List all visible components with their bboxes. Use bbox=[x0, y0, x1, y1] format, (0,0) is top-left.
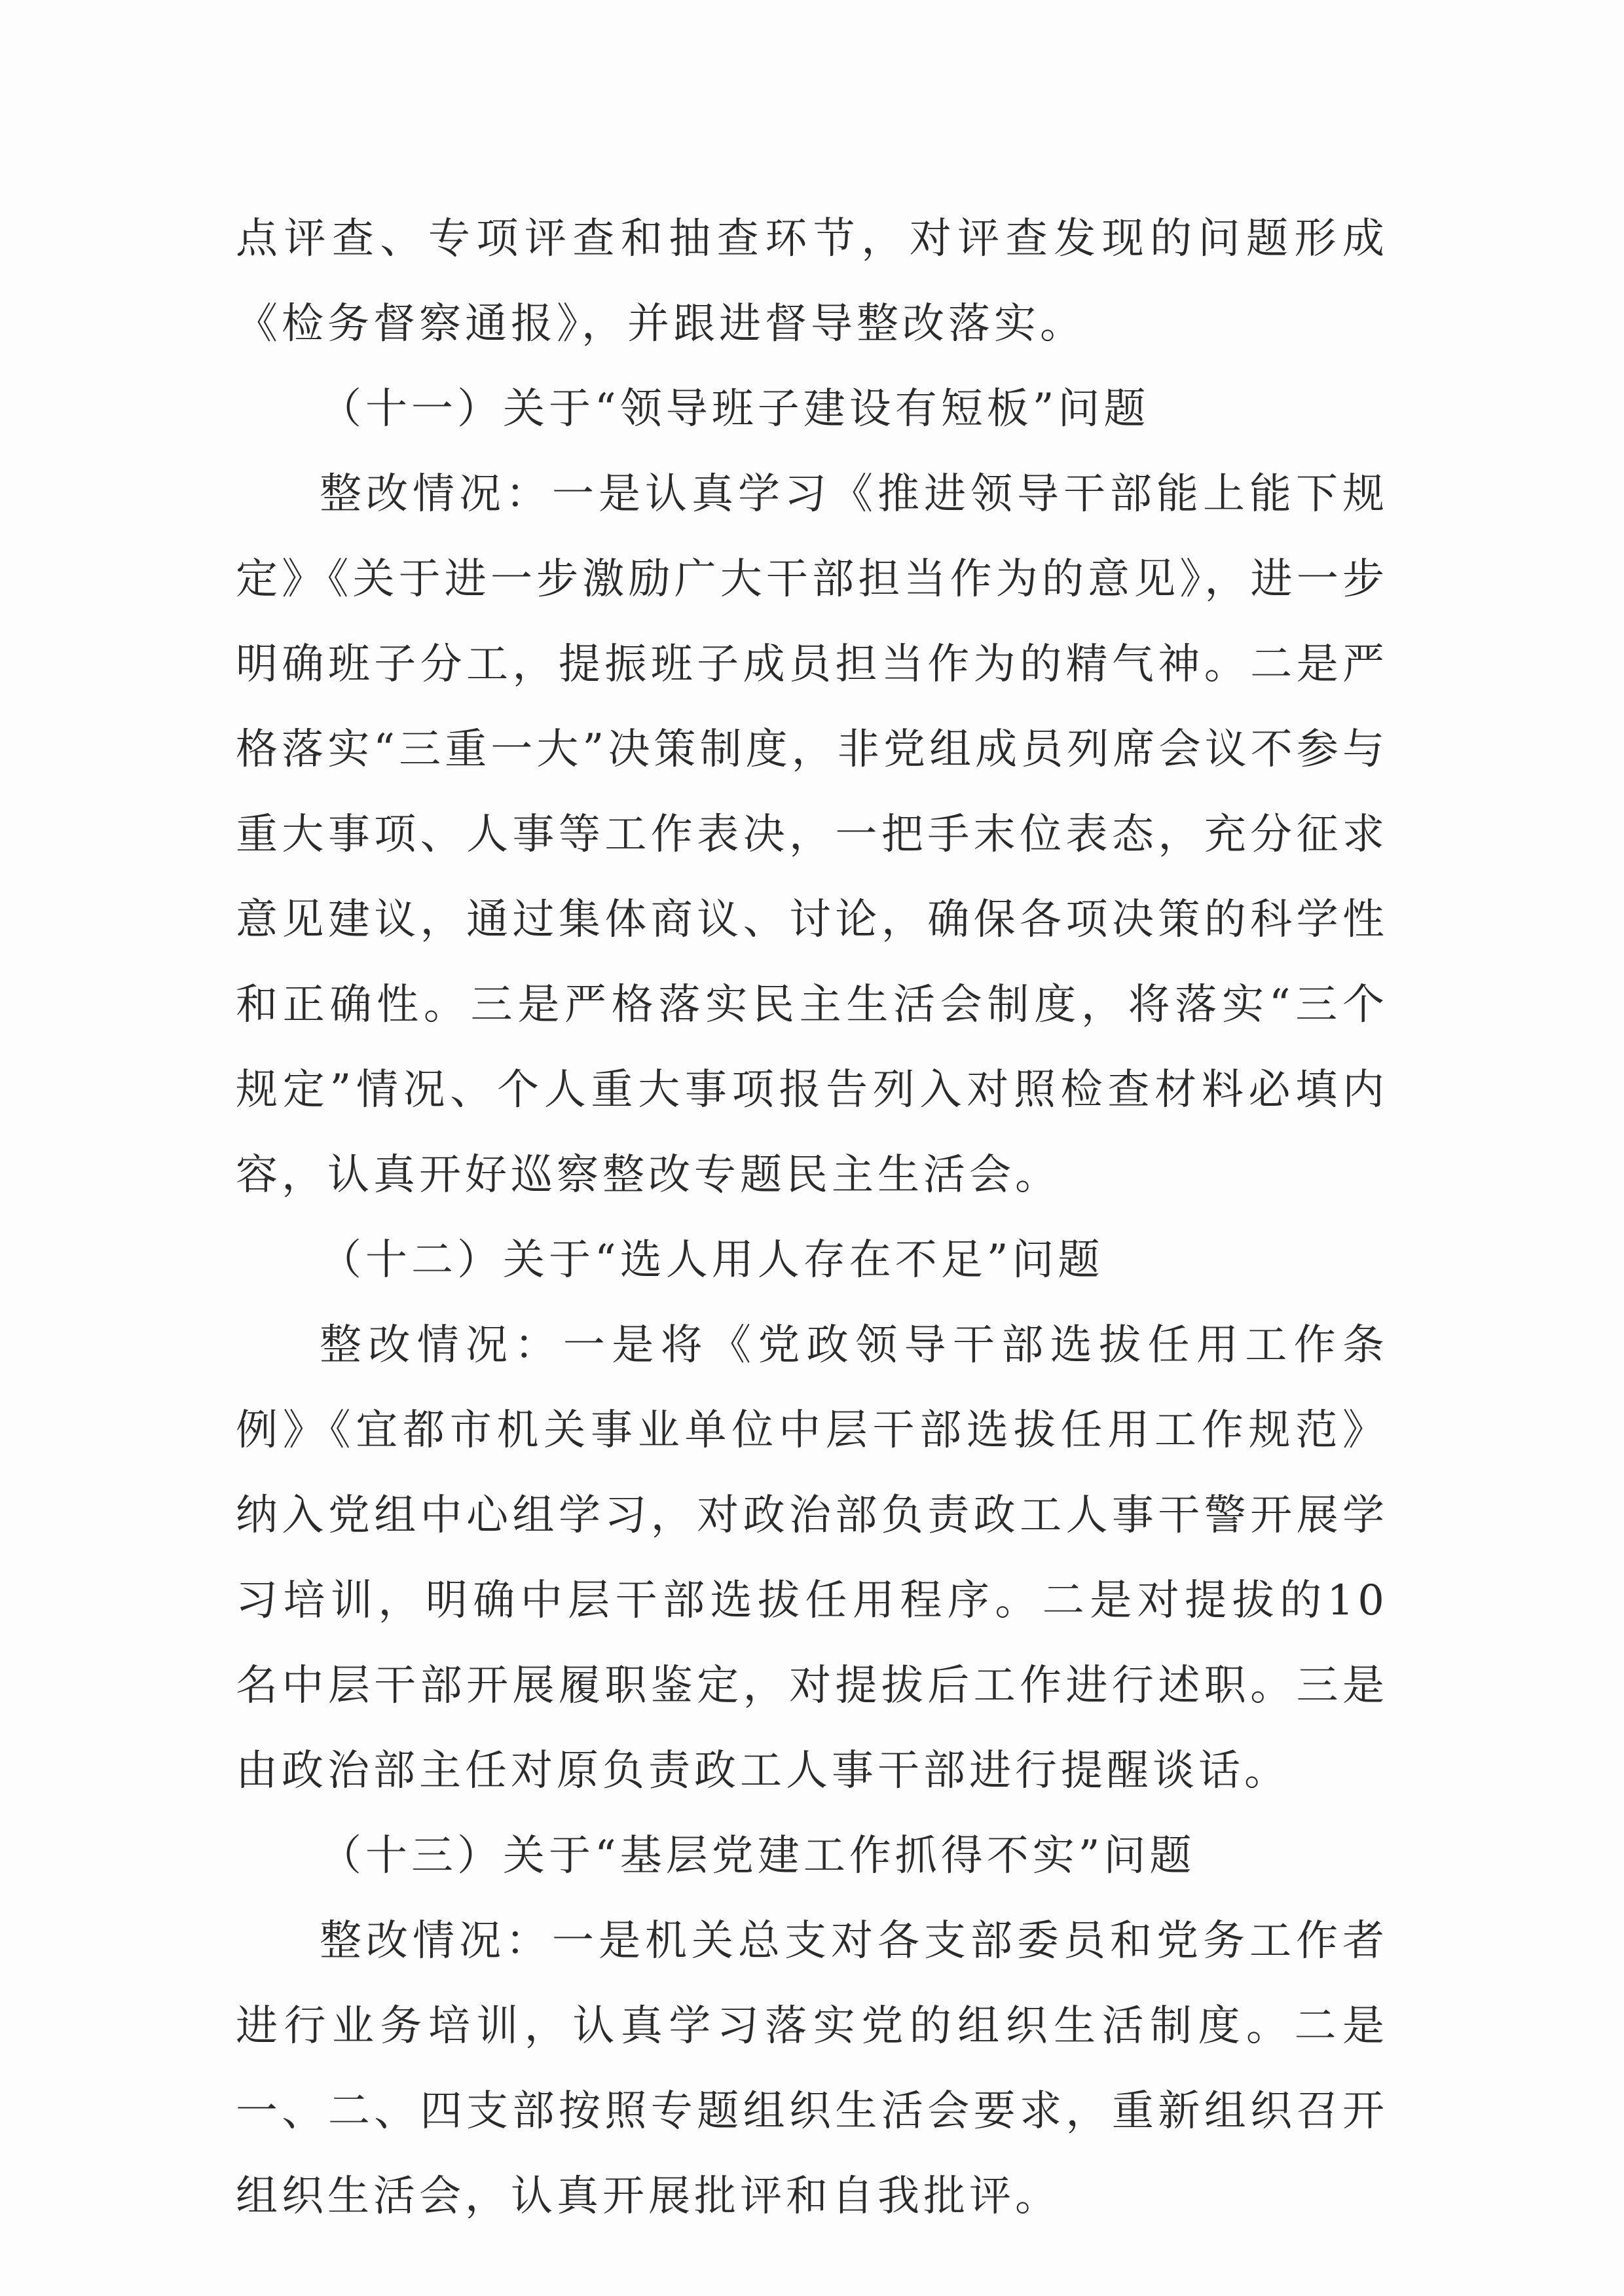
paragraph-rectification-11: 整改情况：一是认真学习《推进领导干部能上能下规定》《关于进一步激励广大干部担当作为的意见》，进一步明确班子分工，提振班子成员担当作为的精气神。二是严格落实“三重一大”决策制度，非党组成员列席会议不参与重大事项、人事等工作表决，一把手末位表态，充分征求意见建议，通过集体商议、讨论，确保各项决策的科学性和正确性。三是严格落实民主生活会制度，将落实“三个规定”情况、个人重大事项报告列入对照检查材料必填内容，认真开好巡察整改专题民主生活会。 bbox=[236, 470, 1388, 1199]
paragraph-continuation: 点评查、专项评查和抽查环节，对评查发现的问题形成《检务督察通报》，并跟进督导整改落实。 bbox=[236, 215, 1388, 348]
paragraph-rectification-13: 整改情况：一是机关总支对各支部委员和党务工作者进行业务培训，认真学习落实党的组织生活制度。二是一、二、四支部按照专题组织生活会要求，重新组织召开组织生活会，认真开展批评和自我批评。 bbox=[236, 1917, 1388, 2221]
paragraph-rectification-12: 整改情况：一是将《党政领导干部选拔任用工作条例》《宜都市机关事业单位中层干部选拔任用工作规范》纳入党组中心组学习，对政治部负责政工人事干警开展学习培训，明确中层干部选拔任用程序。二是对提拔的10名中层干部开展履职鉴定，对提拔后工作进行述职。三是由政治部主任对原负责政工人事干部进行提醒谈话。 bbox=[236, 1321, 1388, 1795]
section-heading-13: （十三）关于“基层党建工作抓得不实”问题 bbox=[320, 1832, 1196, 1880]
section-heading-12: （十二）关于“选人用人存在不足”问题 bbox=[320, 1236, 1104, 1285]
section-heading-11: （十一）关于“领导班子建设有短板”问题 bbox=[320, 385, 1150, 433]
document-body bbox=[236, 196, 1388, 2239]
